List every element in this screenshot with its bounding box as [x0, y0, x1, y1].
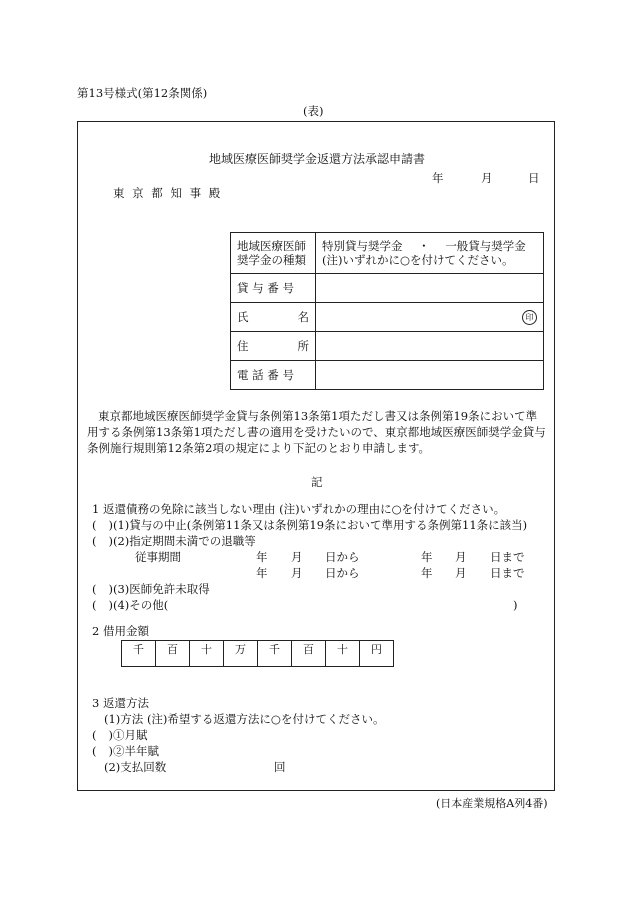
- amount-unit-cell[interactable]: 十: [190, 641, 224, 667]
- side-label: (表): [303, 104, 324, 118]
- section1-heading: 1 返還債務の免除に該当しない理由 (注)いずれかの理由に○を付けてください。: [92, 502, 506, 516]
- type-note: (注)いずれかに○を付けてください。: [322, 253, 514, 267]
- date-day: 日: [528, 171, 540, 185]
- period-1-from-day: 日から: [325, 550, 360, 564]
- period-label: 従事期間: [135, 550, 181, 564]
- amount-unit-cell[interactable]: 十: [326, 641, 360, 667]
- scholarship-type-field[interactable]: [316, 233, 544, 274]
- name-label: 氏 名: [231, 303, 316, 332]
- method-monthly-row[interactable]: ( )①月賦: [92, 728, 148, 742]
- option-separator: ・: [418, 238, 430, 253]
- addressee: 東 京 都 知 事 殿: [113, 186, 223, 200]
- option-special[interactable]: 特別貸与奨学金: [322, 238, 403, 253]
- seal-mark: 印: [522, 310, 537, 325]
- period-1-from-month: 月: [291, 550, 303, 564]
- reason-4-close-paren: ): [513, 598, 518, 612]
- form-title: 地域医療医師奨学金返還方法承認申請書: [209, 152, 426, 166]
- period-1-to-month: 月: [455, 550, 467, 564]
- reason-3-row[interactable]: ( )(3)医師免許未取得: [92, 582, 210, 596]
- method-semiannual-row[interactable]: ( )②半年賦: [92, 744, 159, 758]
- loan-number-label: 貸 与 番 号: [231, 274, 316, 303]
- footer-standard: (日本産業規格A列4番): [436, 797, 548, 810]
- amount-unit-cell[interactable]: 百: [292, 641, 326, 667]
- address-field[interactable]: [316, 332, 544, 361]
- scholarship-type-label: 地域医療医師 奨学金の種類: [231, 233, 316, 274]
- amount-unit-cell[interactable]: 千: [122, 641, 156, 667]
- form-frame: [77, 121, 555, 791]
- amount-unit-cell[interactable]: 万: [224, 641, 258, 667]
- amount-unit-cell[interactable]: 千: [258, 641, 292, 667]
- period-1-from-year: 年: [256, 550, 268, 564]
- form-number: 第13号様式(第12条関係): [77, 86, 208, 100]
- section2-heading: 2 借用金額: [92, 624, 149, 638]
- reason-1-row[interactable]: ( )(1)貸与の中止(条例第11条又は条例第19条において準用する条例第11条に該当): [92, 518, 528, 532]
- reason-2-row[interactable]: ( )(2)指定期間未満での退職等: [92, 534, 256, 548]
- reason-4-row[interactable]: ( )(4)その他(: [92, 598, 169, 612]
- period-2-from-year: 年: [256, 566, 268, 580]
- phone-label: 電 話 番 号: [231, 361, 316, 390]
- loan-number-field[interactable]: [316, 274, 544, 303]
- payment-count-label: (2)支払回数: [104, 760, 167, 774]
- period-2-from-day: 日から: [325, 566, 360, 580]
- period-1-to-year: 年: [421, 550, 433, 564]
- period-2-to-year: 年: [421, 566, 433, 580]
- date-year: 年: [432, 171, 444, 185]
- repayment-method-label: (1)方法 (注)希望する返還方法に○を付けてください。: [104, 712, 385, 726]
- application-statement: 東京都地域医療医師奨学金貸与条例第13条第1項ただし書又は条例第19条において準用する条例第13条第1項ただし書の適用を受けたいので、東京都地域医療医師奨学金貸与条例施行規則第12条第2項の規定により下記のとおり申請します。: [87, 409, 546, 455]
- payment-count-unit: 回: [274, 760, 286, 774]
- period-1-to-day: 日まで: [490, 550, 525, 564]
- name-field[interactable]: [316, 303, 544, 332]
- amount-unit-cell[interactable]: 円: [360, 641, 394, 667]
- applicant-info-table: [230, 232, 544, 390]
- ki-label: 記: [311, 475, 323, 489]
- address-label: 住 所: [231, 332, 316, 361]
- period-2-from-month: 月: [291, 566, 303, 580]
- period-2-to-month: 月: [455, 566, 467, 580]
- amount-unit-cell[interactable]: 百: [156, 641, 190, 667]
- period-2-to-day: 日まで: [490, 566, 525, 580]
- loan-amount-table[interactable]: [121, 640, 394, 667]
- date-month: 月: [481, 171, 493, 185]
- phone-field[interactable]: [316, 361, 544, 390]
- option-general[interactable]: 一般貸与奨学金: [445, 238, 526, 253]
- section3-heading: 3 返還方法: [92, 696, 149, 710]
